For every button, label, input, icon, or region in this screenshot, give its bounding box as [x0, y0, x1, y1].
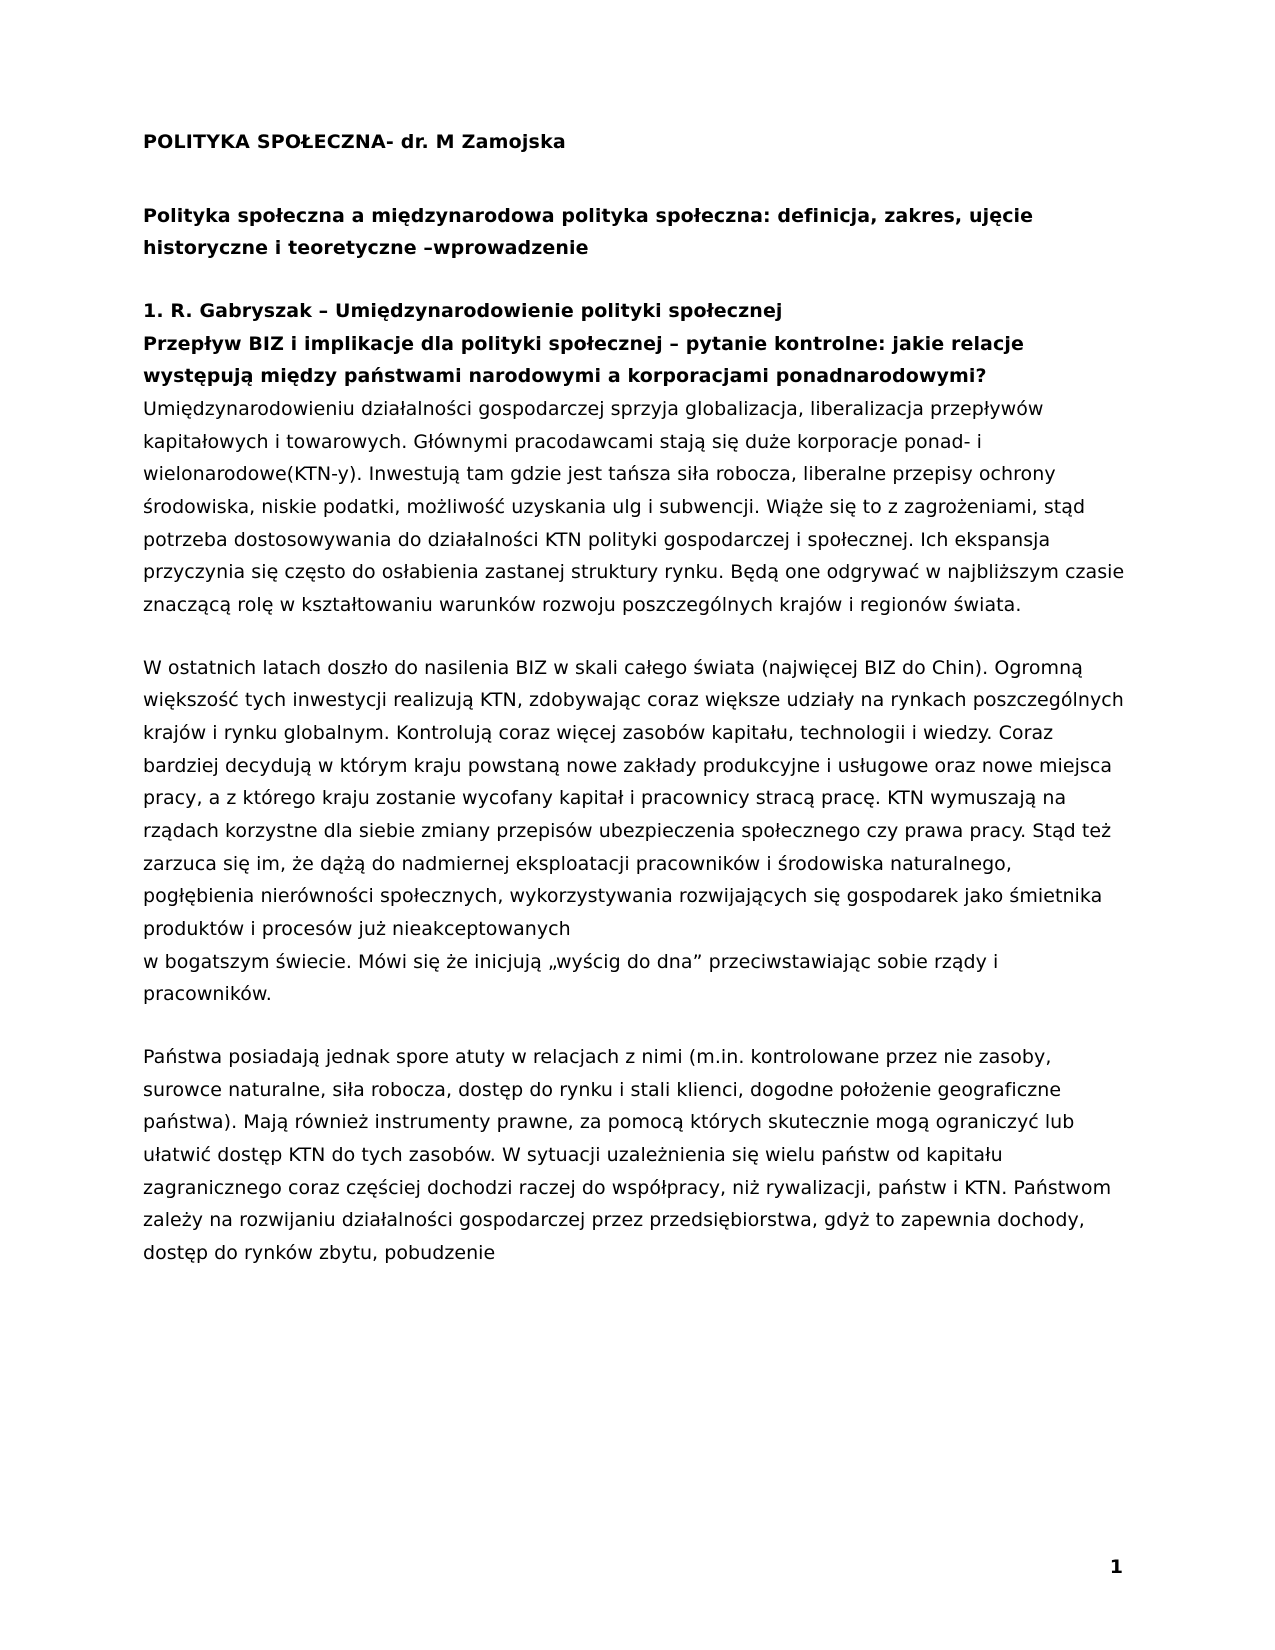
document-title: POLITYKA SPOŁECZNA- dr. M Zamojska [143, 131, 566, 153]
section-heading-line-1: 1. R. Gabryszak – Umiędzynarodowienie polityki społecznej [143, 299, 783, 322]
document-subtitle: Polityka społeczna a międzynarodowa polityka społeczna: definicja, zakres, ujęcie historyczne i teoretyczne –wprowadzenie [143, 204, 1034, 260]
paragraph-3: w bogatszym świecie. Mówi się że inicjują „wyścig do dna” przeciwstawiając sobie rządy i pracowników. [143, 950, 999, 1006]
section-heading-line-2: Przepływ BIZ i implikacje dla polityki społecznej – pytanie kontrolne: jakie relacje [143, 332, 1024, 355]
paragraph-2: W ostatnich latach doszło do nasilenia BIZ w skali całego świata (najwięcej BIZ do Chin). Ogromną większość tych inwestycji realizują KTN, zdobywając coraz większe udziały na rynkach poszczególnych krajów i rynku globalnym. Kontrolują coraz więcej zasobów kapitału, technologii i wiedzy. Coraz bardziej decydują w którym kraju powstaną nowe zakłady produkcyjne i usługowe oraz nowe miejsca pracy, a z którego kraju zostanie wycofany kapitał i pracownicy stracą pracę. KTN wymuszają na rządach korzystne dla siebie zmiany przepisów ubezpieczenia społecznego czy prawa pracy. Stąd też zarzuca się im, że dążą do nadmiernej eksploatacji pracowników i środowiska naturalnego, pogłębienia nierówności społecznych, wykorzystywania rozwijających się gospodarek jako śmietnika produktów i procesów już nieakceptowanych [143, 656, 1124, 941]
paragraph-1: Umiędzynarodowieniu działalności gospodarczej sprzyja globalizacja, liberalizacja przepływów kapitałowych i towarowych. Głównymi pracodawcami stają się duże korporacje ponad- i wielonarodowe(KTN-y). Inwestują tam gdzie jest tańsza siła robocza, liberalne przepisy ochrony środowiska, niskie podatki, możliwość uzyskania ulg i subwencji. Wiąże się to z zagrożeniami, stąd potrzeba dostosowywania do działalności KTN polityki gospodarczej i społecznej. Ich ekspansja przyczynia się często do osłabienia zastanej struktury rynku. Będą one odgrywać w najbliższym czasie znaczącą rolę w kształtowaniu warunków rozwoju poszczególnych krajów i regionów świata. [143, 398, 1125, 617]
section-heading [143, 295, 1125, 393]
page-number: 1 [1109, 1556, 1123, 1578]
section-heading-line-3: występują między państwami narodowymi a korporacjami ponadnarodowymi? [143, 365, 987, 388]
paragraph-4: Państwa posiadają jednak spore atuty w relacjach z nimi (m.in. kontrolowane przez nie zasoby, surowce naturalne, siła robocza, dostęp do rynku i stali klienci, dogodne położenie geograficzne państwa). Mają również instrumenty prawne, za pomocą których skutecznie mogą ograniczyć lub ułatwić dostęp KTN do tych zasobów. W sytuacji uzależnienia się wielu państw od kapitału zagranicznego coraz częściej dochodzi raczej do współpracy, niż rywalizacji, państw i KTN. Państwom zależy na rozwijaniu działalności gospodarczej przez przedsiębiorstwa, gdyż to zapewnia dochody, dostęp do rynków zbytu, pobudzenie [143, 1046, 1112, 1265]
